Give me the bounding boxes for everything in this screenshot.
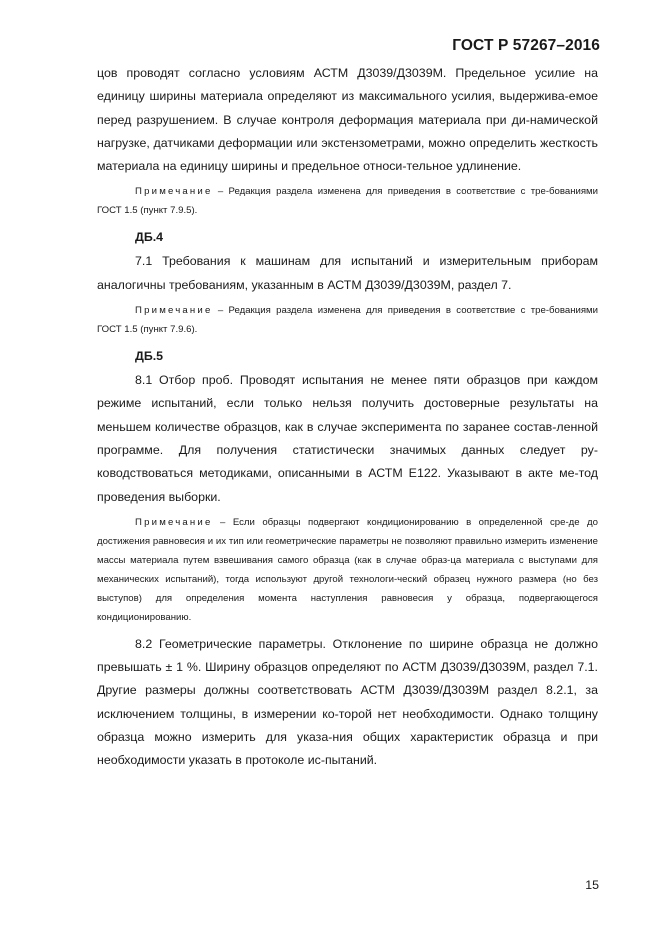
- page-number: 15: [585, 878, 599, 892]
- note-label: Примечание: [135, 516, 213, 528]
- note-1: [97, 182, 598, 220]
- page-content: [97, 62, 598, 773]
- note-text: – Редакция раздела изменена для приведения в соответствие с тре-бованиями ГОСТ 1.5 (пункт 7.9.5).: [97, 186, 598, 217]
- paragraph-8-1: 8.1 Отбор проб. Проводят испытания не менее пяти образцов при каждом режиме испытаний, если только нельзя получить достоверные результаты на меньшем количестве образцов, как в случае эксперимента по заранее состав-ленной программе. Для получения статистически значимых данных следует ру-ководствоваться методиками, описанными в АСТМ Е122. Указывают в акте ме-тод проведения выборки.: [97, 373, 598, 504]
- paragraph-8-2: 8.2 Геометрические параметры. Отклонение по ширине образца не должно превышать ± 1 %. Ширину образцов определяют по АСТМ Д3039/Д3039М, раздел 7.1. Другие размеры должны соответствовать АСТМ Д3039/Д3039М раздел 8.2.1, за исключением толщины, в измерении ко-торой нет необходимости. Однако толщину образца можно измерить для указа-ния общих характеристик образца и при необходимости указать в протоколе ис-пытаний.: [97, 636, 598, 768]
- note-text: – Если образцы подвергают кондиционированию в определенной сре-де до достижения равновесия и их тип или геометрические параметры не позволяют правильно измерить изменение массы материала путем взвешивания самого образца (как в случае образ-ца материала с выступами для механических испытаний), тогда используют другой технологи-ческий образец нужного размера (но без выступов) для определения момента наступления равновесия у образца, подвергающегося кондиционированию.: [97, 516, 598, 623]
- section-heading-db4: ДБ.4: [135, 230, 164, 245]
- paragraph-7-1: 7.1 Требования к машинам для испытаний и измерительным приборам аналогичны требованиям, указанным в АСТМ Д3039/Д3039М, раздел 7.: [97, 254, 598, 292]
- paragraph-continuation: цов проводят согласно условиям АСТМ Д3039/Д3039М. Предельное усилие на единицу ширины материала определяют из максимального усилия, выдержива-емое перед разрушением. В случае контроля деформация материала при ди-намической нагрузке, датчиками деформации или экстензометрами, можно определить жесткость материала на единицу ширины и предельное относи-тельное удлинение.: [97, 66, 598, 174]
- note-label: Примечание: [135, 186, 213, 198]
- note-2: [97, 301, 598, 339]
- standard-code-header: ГОСТ Р 57267–2016: [452, 37, 600, 54]
- note-label: Примечание: [135, 305, 213, 317]
- note-3: [97, 513, 598, 627]
- section-heading-db5: ДБ.5: [135, 349, 164, 364]
- note-text: – Редакция раздела изменена для приведения в соответствие с тре-бованиями ГОСТ 1.5 (пункт 7.9.6).: [97, 305, 598, 336]
